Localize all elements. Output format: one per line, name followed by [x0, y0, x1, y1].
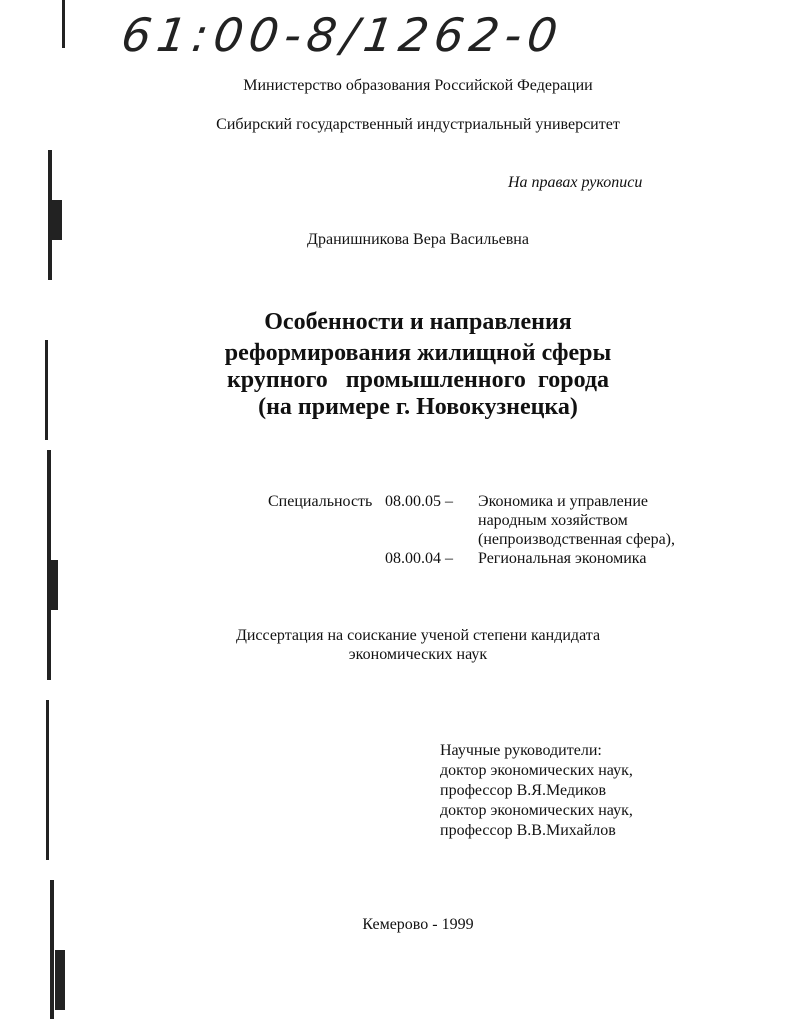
author-name: Дранишникова Вера Васильевна — [307, 231, 529, 248]
title-line: Особенности и направления — [264, 309, 572, 335]
specialty-label: Специальность — [268, 493, 373, 510]
advisor-line: доктор экономических наук, — [440, 802, 633, 819]
advisors — [440, 741, 633, 841]
archive-number-handwritten: 61:00-8/1262-0 — [118, 8, 567, 62]
specialty-name: (непроизводственная сфера), — [478, 531, 675, 548]
degree-line: экономических наук — [348, 646, 488, 663]
title-line: крупного промышленного города — [226, 367, 610, 393]
specialty-code: 08.00.04 – — [385, 550, 453, 567]
advisor-line: профессор В.Я.Медиков — [440, 782, 607, 799]
specialty-code: 08.00.05 – — [385, 493, 453, 510]
manuscript-rights: На правах рукописи — [508, 174, 643, 191]
place-year: Кемерово - 1999 — [362, 916, 474, 933]
advisors-heading: Научные руководители: — [440, 742, 602, 759]
ministry: Министерство образования Российской Федерации — [243, 77, 593, 94]
title-line: реформирования жилищной сферы — [224, 340, 612, 366]
degree-line: Диссертация на соискание ученой степени кандидата — [235, 627, 601, 644]
title-line: (на примере г. Новокузнецка) — [258, 394, 578, 420]
university: Сибирский государственный индустриальный университет — [216, 116, 620, 133]
specialty-name: Экономика и управление — [478, 493, 648, 510]
advisor-line: профессор В.В.Михайлов — [440, 822, 616, 839]
specialty-name: народным хозяйством — [478, 512, 628, 529]
specialty-name: Региональная экономика — [478, 550, 647, 567]
advisor-line: доктор экономических наук, — [440, 762, 633, 779]
dissertation-title — [0, 309, 797, 421]
